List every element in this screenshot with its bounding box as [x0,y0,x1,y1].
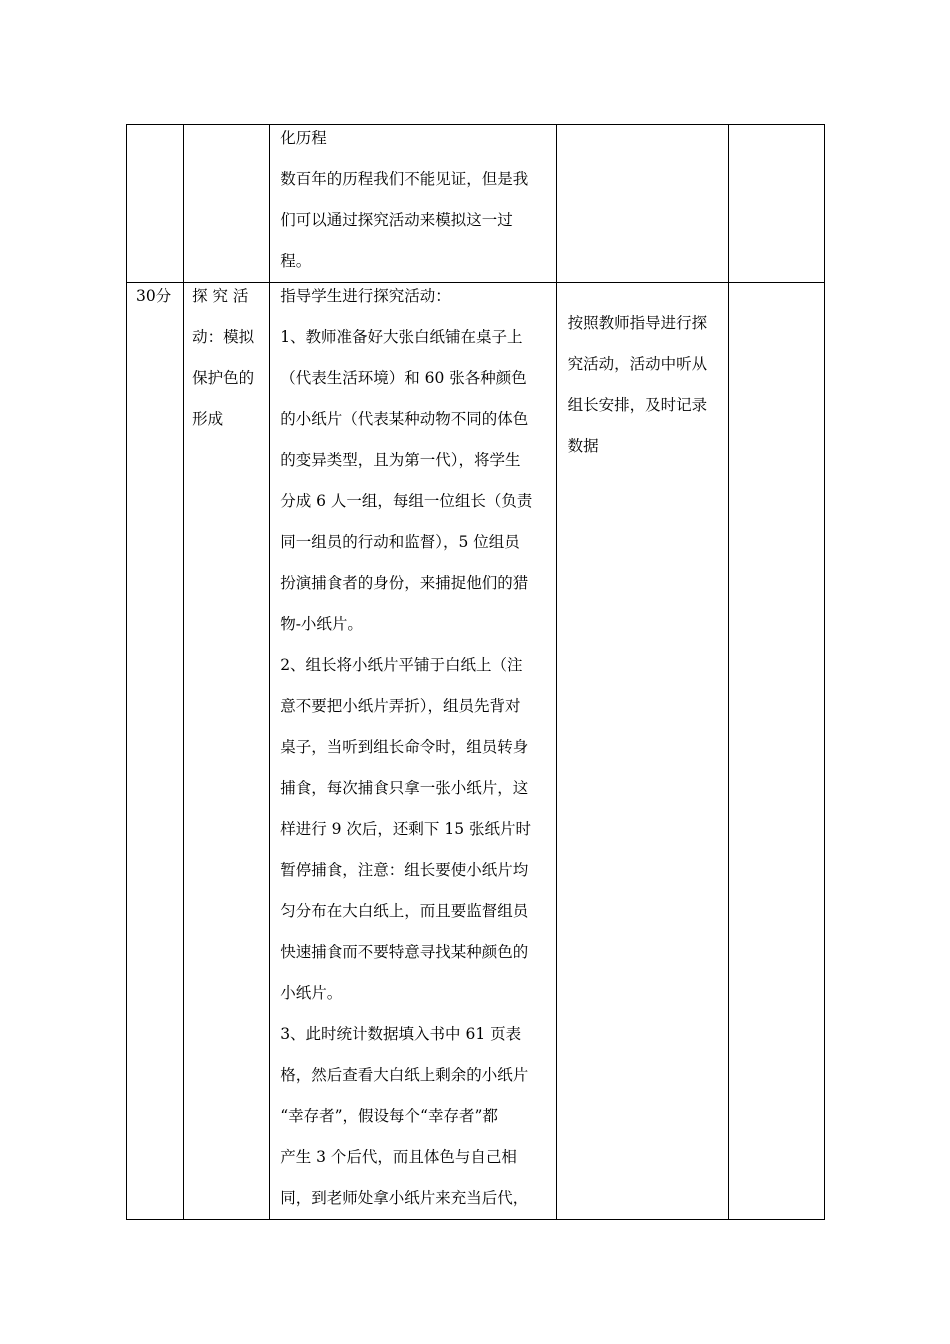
teacher-activity-text [270,276,555,1219]
time-text: 30分 [136,287,172,305]
text-line: 物-小纸片。 [280,615,363,633]
table-row [127,125,825,283]
text-line: 2、组长将小纸片平铺于白纸上（注 [280,656,523,674]
text-line: 格，然后查看大白纸上剩余的小纸片 [280,1066,529,1084]
activity-cell [184,283,270,1220]
text-line: 3、此时统计数据填入书中 61 页表 [280,1025,522,1043]
teacher-activity-cell [270,283,556,1220]
table-row [127,283,825,1220]
text-line: 们可以通过探究活动来模拟这一过 [280,211,513,229]
text-line: 小纸片。 [280,984,343,1002]
teacher-activity-cell [270,125,556,283]
note-cell [728,283,824,1220]
text-line: 的变异类型，且为第一代），将学生 [280,451,521,469]
text-line: 样进行 9 次后，还剩下 15 张纸片时 [280,820,531,838]
text-line: 意不要把小纸片弄折），组员先背对 [280,697,521,715]
text-line: （代表生活环境）和 60 张各种颜色 [280,369,527,387]
text-line: 暂停捕食，注意：组长要使小纸片均 [280,861,529,879]
activity-title [184,276,269,440]
text-line: 按照教师指导进行探 [567,314,708,332]
text-line: 同一组员的行动和监督），5 位组员 [280,533,520,551]
text-line: 形成 [192,410,224,428]
text-line: 数据 [567,437,599,455]
student-activity-cell [556,283,728,1220]
text-line: 快速捕食而不要特意寻找某种颜色的 [280,943,529,961]
student-activity-cell [556,125,728,283]
text-line: 分成 6 人一组，每组一位组长（负责 [280,492,533,510]
text-line: 指导学生进行探究活动： [280,287,451,305]
time-cell [127,283,184,1220]
text-line: 究活动，活动中听从 [567,355,708,373]
time-cell [127,125,184,283]
text-line: 的小纸片（代表某种动物不同的体色 [280,410,529,428]
text-line: 产生 3 个后代，而且体色与自己相 [280,1148,517,1166]
student-activity-text [557,303,728,467]
text-line: 数百年的历程我们不能见证，但是我 [280,170,529,188]
text-line: 匀分布在大白纸上，而且要监督组员 [280,902,529,920]
text-line: 组长安排，及时记录 [567,396,708,414]
text-line: 保护色的 [192,369,255,387]
text-line: 化历程 [280,129,327,147]
text-line: 探 究 活 [192,287,249,305]
teacher-activity-text [270,118,555,282]
text-line: “幸存者”，假设每个“幸存者”都 [280,1107,498,1125]
lesson-plan-table [126,124,825,1220]
text-line: 同，到老师处拿小纸片来充当后代， [280,1189,529,1207]
text-line: 1、教师准备好大张白纸铺在桌子上 [280,328,523,346]
text-line: 动：模拟 [192,328,255,346]
text-line: 桌子，当听到组长命令时，组员转身 [280,738,529,756]
activity-cell [184,125,270,283]
text-line: 扮演捕食者的身份，来捕捉他们的猎 [280,574,529,592]
note-cell [728,125,824,283]
text-line: 捕食，每次捕食只拿一张小纸片，这 [280,779,529,797]
text-line: 程。 [280,252,312,270]
